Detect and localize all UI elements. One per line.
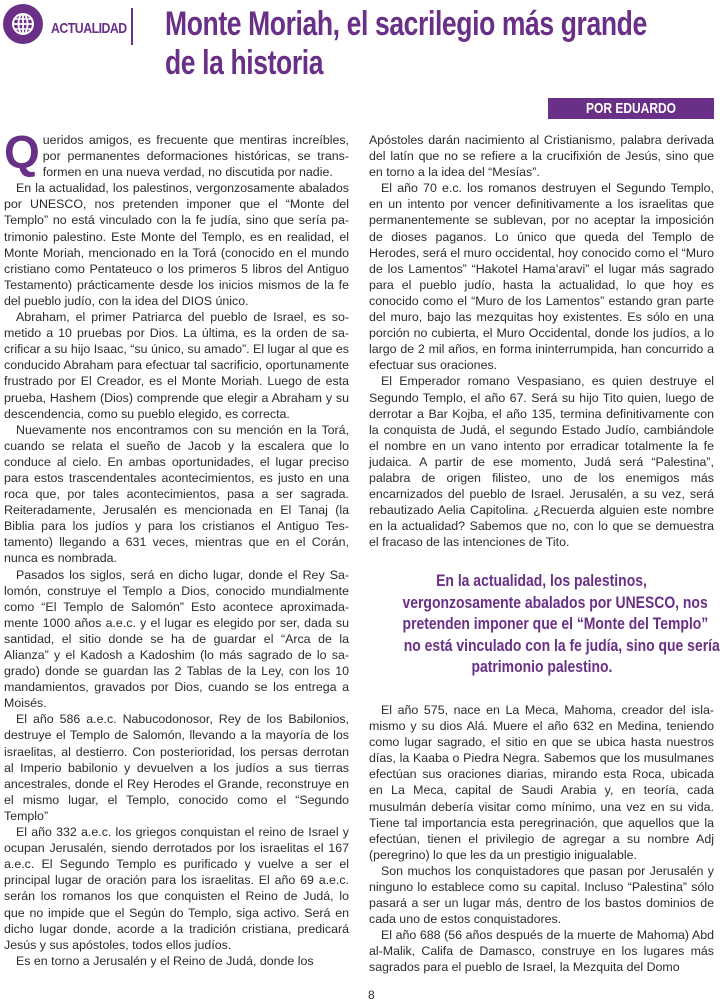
section-label: ACTUALIDAD — [51, 20, 127, 37]
title-line-1: Monte Moriah, el sacrilegio más grande — [165, 5, 647, 43]
byline-text: POR EDUARDO HADJES — [585, 100, 676, 138]
paragraph: El año 575, nace en La Meca, Mahoma, creador del islamismo y su dios Alá. Muere el año 632 en Medina, teniendo como lugar sagrado, el sitio en que se ubica hasta nuestros días, la Kaaba o Piedra Negra. Sabemos que los musulmanes efectúan sus oraciones diarias, mirando esta Roca, ubicada en La Meca, capital de Saudi Arabia y, en teoría, cada musulmán debería visitar como mínimo, una vez en su vida. Tiene tal importancia esta peregrinación, que aquellos que la efectúan, tienen el privilegio de agregar a su nombre Adj (peregrino) lo que les da un prestigio inigualable. — [369, 702, 714, 862]
article-title — [165, 5, 703, 83]
paragraph — [4, 126, 349, 180]
paragraph: Apóstoles darán nacimiento al Cristianismo, palabra derivada del latín que no se refiere a la crucifixión de Jesús, sino que en torno a la idea del “Mesías”. — [369, 133, 714, 180]
section-divider — [131, 8, 133, 45]
paragraph: Son muchos los conquistadores que pasan por Jerusalén y ninguno lo establece como su capital. Incluso “Palestina” sólo pasará a ser un lugar más, dentro de los bastos dominios de cada uno de estos conquistadores. — [369, 863, 714, 927]
pull-quote-line: patrimonio palestino. — [471, 657, 612, 677]
paragraph: El Emperador romano Vespasiano, es quien destruye el Segundo Templo, el año 67. Será su hijo Tito quien, luego de derrotar a Bar Kojba, el año 135, termina definitivamente con la conquista de Judá, el segundo Estado Judío, cambiándole el nombre en un vano intento por erradicar totalmente la fe judaica. A partir de ese momento, Judá será “Palestina”, palabra de origen filisteo, uno de los enemigos más encarnizados del pueblo de Israel. Jerusalén, a su vez, será rebautizado Aelia Capitolina. ¿Recuerda alguien este nombre en la actualidad? Sabemos que no, con lo que se demuestra el fracaso de las intenciones de Tito. — [369, 374, 714, 550]
pull-quote-line: pretenden imponer que el “Monte del Templo” — [402, 614, 709, 634]
paragraph: Abraham, el primer Patriarca del pueblo de Israel, es sometido a 10 pruebas por Dios. La última, es la orden de sacrificar a su hijo Isaac, “su único, su amado”. El lugar al que es conducido Abraham para efectuar tal sacrificio, oportunamente frustrado por El Creador, es el Monte Moriah. Luego de esta prueba, Hashem (Dios) comprende que elegir a Abraham y su descendencia, como su pueblo elegido, es correcta. — [4, 310, 349, 421]
paragraph: El año 688 (56 años después de la muerte de Mahoma) Abd al-Malik, Califa de Damasco, construye en los lugares más sagrados para el pueblo de Israel, la Mezquita del Domo — [369, 928, 714, 975]
pull-quote-line: no está vinculado con la fe judía, sino que sería — [403, 635, 720, 655]
pull-quote — [369, 570, 720, 678]
drop-cap: Q — [4, 126, 40, 178]
left-column — [4, 126, 349, 969]
paragraph: Pasados los siglos, será en dicho lugar, donde el Rey Salomón, construye el Templo a Dios, conocido mundialmente como “El Templo de Salomón” Esto acontece aproximadamente 1000 años a.e.c. y el lugar es elegido por ser, dada su santidad, el sitio donde se ha de guardar el “Arca de la Alianza” y el Kadosh a Kadoshim (lo más sagrado de lo sagrado) donde se guardan las 2 Tablas de la Ley, con los 10 mandamientos, gravados por Dios, cuando se los entrega a Moisés. — [4, 567, 349, 711]
pull-quote-line: vergonzosamente abalados por UNESCO, nos — [402, 592, 708, 612]
right-column — [369, 132, 720, 976]
paragraph: Nuevamente nos encontramos con su mención en la Torá, cuando se relata el sueño de Jacob y la escalera que lo conduce al cielo. En ambas oportunidades, el lugar preciso para estos trascendentales acontecimientos, es justo en una roca que, por tales acontecimientos, pasa a ser sagrada. Reiteradamente, Jerusalén es mencionada en El Tanaj (la Biblia para los judíos y para los cristianos el Antiguo Testamento) llegando a 631 veces, mientras que en el Corán, nunca es nombrada. — [4, 422, 349, 566]
paragraph-text: ueridos amigos, es frecuente que mentiras increíbles, por permanentes deformaciones históricas, se transformen en una nueva verdad, no discutida por nadie. — [42, 133, 349, 180]
paragraph: El año 586 a.e.c. Nabucodonosor, Rey de los Babilonios, destruye el Templo de Salomón, llevando a la mayoría de los israelitas, al destierro. Con posterioridad, los persas derrotan al Imperio babilonio y devuelven a los judíos a sus tierras ancestrales, donde el Rey Herodes el Grande, reconstruye en el mismo lugar, el Templo, conocido como el “Segundo Templo” — [4, 712, 349, 823]
title-line-2: de la historia — [165, 44, 324, 82]
paragraph: El año 70 e.c. los romanos destruyen el Segundo Templo, en un intento por vencer definitivamente a los israelitas que permanentemente se sublevan, por no aceptar la imposición de dioses paganos. Lo único que queda del Templo de Herodes, será el muro occidental, hoy conocido como el “Muro de los Lamentos” “Hakotel Hama’aravi” el lugar más sagrado para el pueblo judío, hasta la actualidad, lo que hoy es conocido como el “Muro de los Lamentos” estando gran parte del muro, bajo las mezquitas hoy existentes. Es sólo en una porción no cubierta, el Muro Occidental, donde los judíos, a lo largo de 2 mil años, en forma ininterrumpida, han concurrido a efectuar sus oraciones. — [369, 181, 714, 373]
page-number: 8 — [368, 988, 375, 1002]
paragraph: En la actualidad, los palestinos, vergonzosamente abalados por UNESCO, nos pretenden imponer que el “Monte del Templo” no está vinculado con la fe judía, sino que sería patrimonio palestino. Este Monte del Templo, es en realidad, el Monte Moriah, mencionado en la Torá (conocido en el mundo cristiano como Pentateuco o los primeros 5 libros del Antiguo Testamento) prácticamente desde los inicios mismos de la fe del pueblo judío, con la idea del DIOS único. — [4, 181, 349, 308]
paragraph: El año 332 a.e.c. los griegos conquistan el reino de Israel y ocupan Jerusalén, siendo derrotados por los israelitas el 167 a.e.c. El Segundo Templo es purificado y vuelve a ser el principal lugar de oración para los israelitas. El año 69 a.e.c. serán los romanos los que conquisten el Reino de Judá, lo que no impide que el Según do Templo, siga activo. Será en dicho lugar donde, acorde a la tradición cristiana, predicará Jesús y sus apóstoles, todos ellos judíos. — [4, 825, 349, 952]
globe-icon — [3, 4, 43, 44]
byline — [548, 98, 714, 138]
pull-quote-line: En la actualidad, los palestinos, — [436, 571, 647, 591]
paragraph: Es en torno a Jerusalén y el Reino de Judá, donde los — [16, 953, 314, 968]
